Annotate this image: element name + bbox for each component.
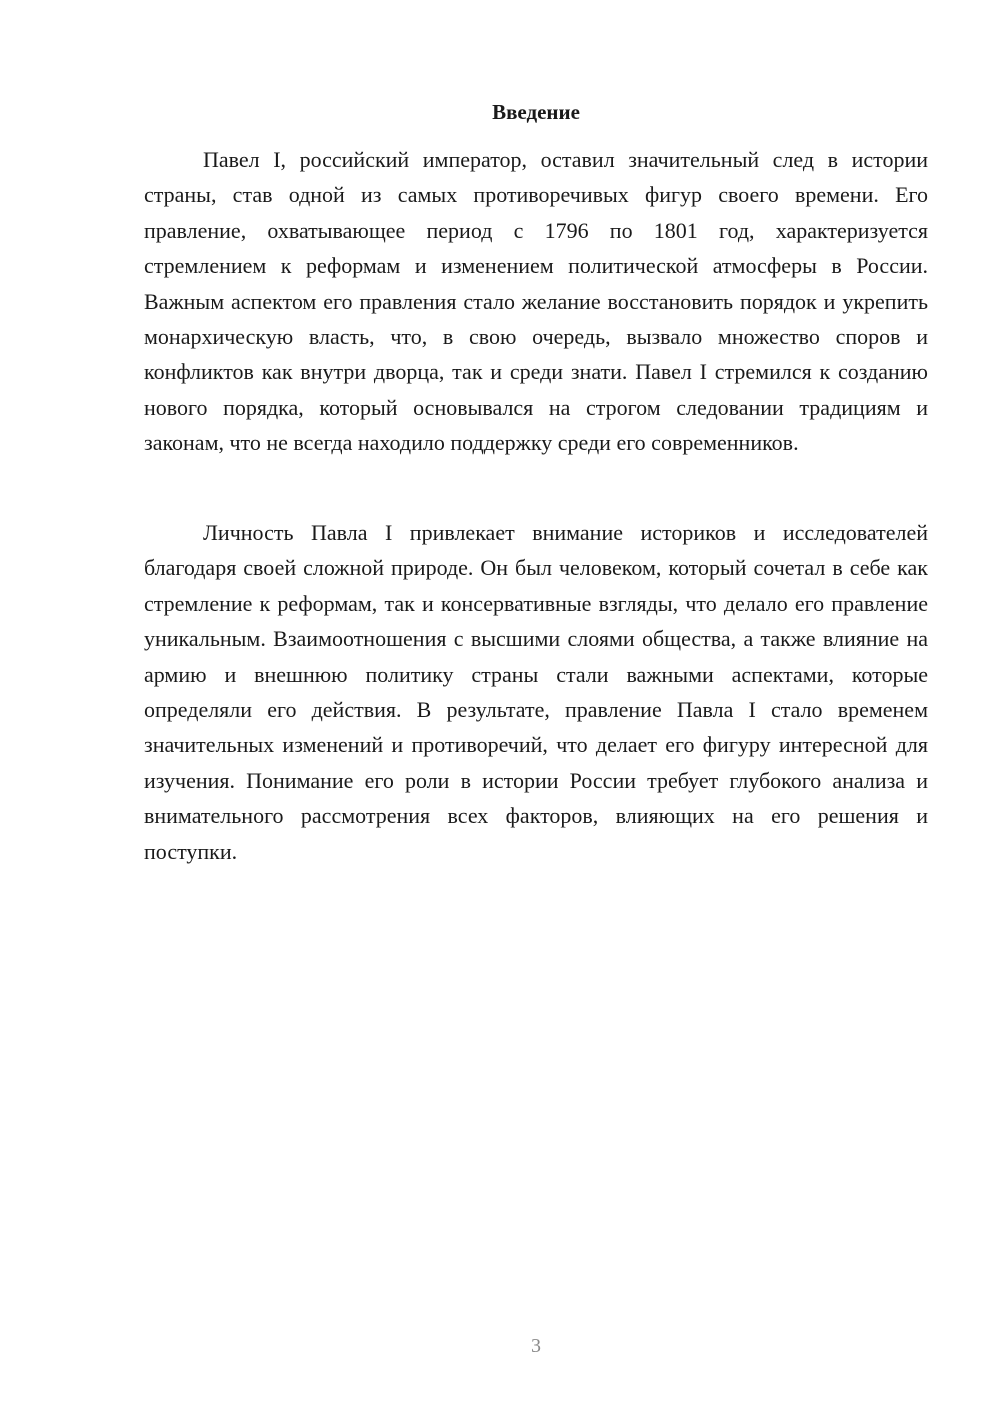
paragraph-1: Павел I, российский император, оставил значительный след в истории страны, став одной из самых противоречивых фигур своего времени. Его правление, охватывающее период с 1796 по 1801 год, характеризуется стремлением к реформам и изменением политической атмосферы в России. Важным аспектом его правления стало желание восстановить порядок и укрепить монархическую власть, что, в свою очередь, вызвало множество споров и конфликтов как внутри дворца, так и среди знати. Павел I стремился к созданию нового порядка, который основывался на строгом следовании традициям и законам, что не всегда находило поддержку среди его современников. [144,147,928,456]
paragraph-2: Личность Павла I привлекает внимание историков и исследователей благодаря своей сложной природе. Он был человеком, который сочетал в себе как стремление к реформам, так и консервативные взгляды, что делало его правление уникальным. Взаимоотношения с высшими слоями общества, а также влияние на армию и внешнюю политику страны стали важными аспектами, которые определяли его действия. В результате, правление Павла I стало временем значительных изменений и противоречий, что делает его фигуру интересной для изучения. Понимание его роли в истории России требует глубокого анализа и внимательного рассмотрения всех факторов, влияющих на его решения и поступки. [144,520,928,864]
page-number: 3 [531,1335,541,1357]
section-title: Введение [492,100,580,124]
